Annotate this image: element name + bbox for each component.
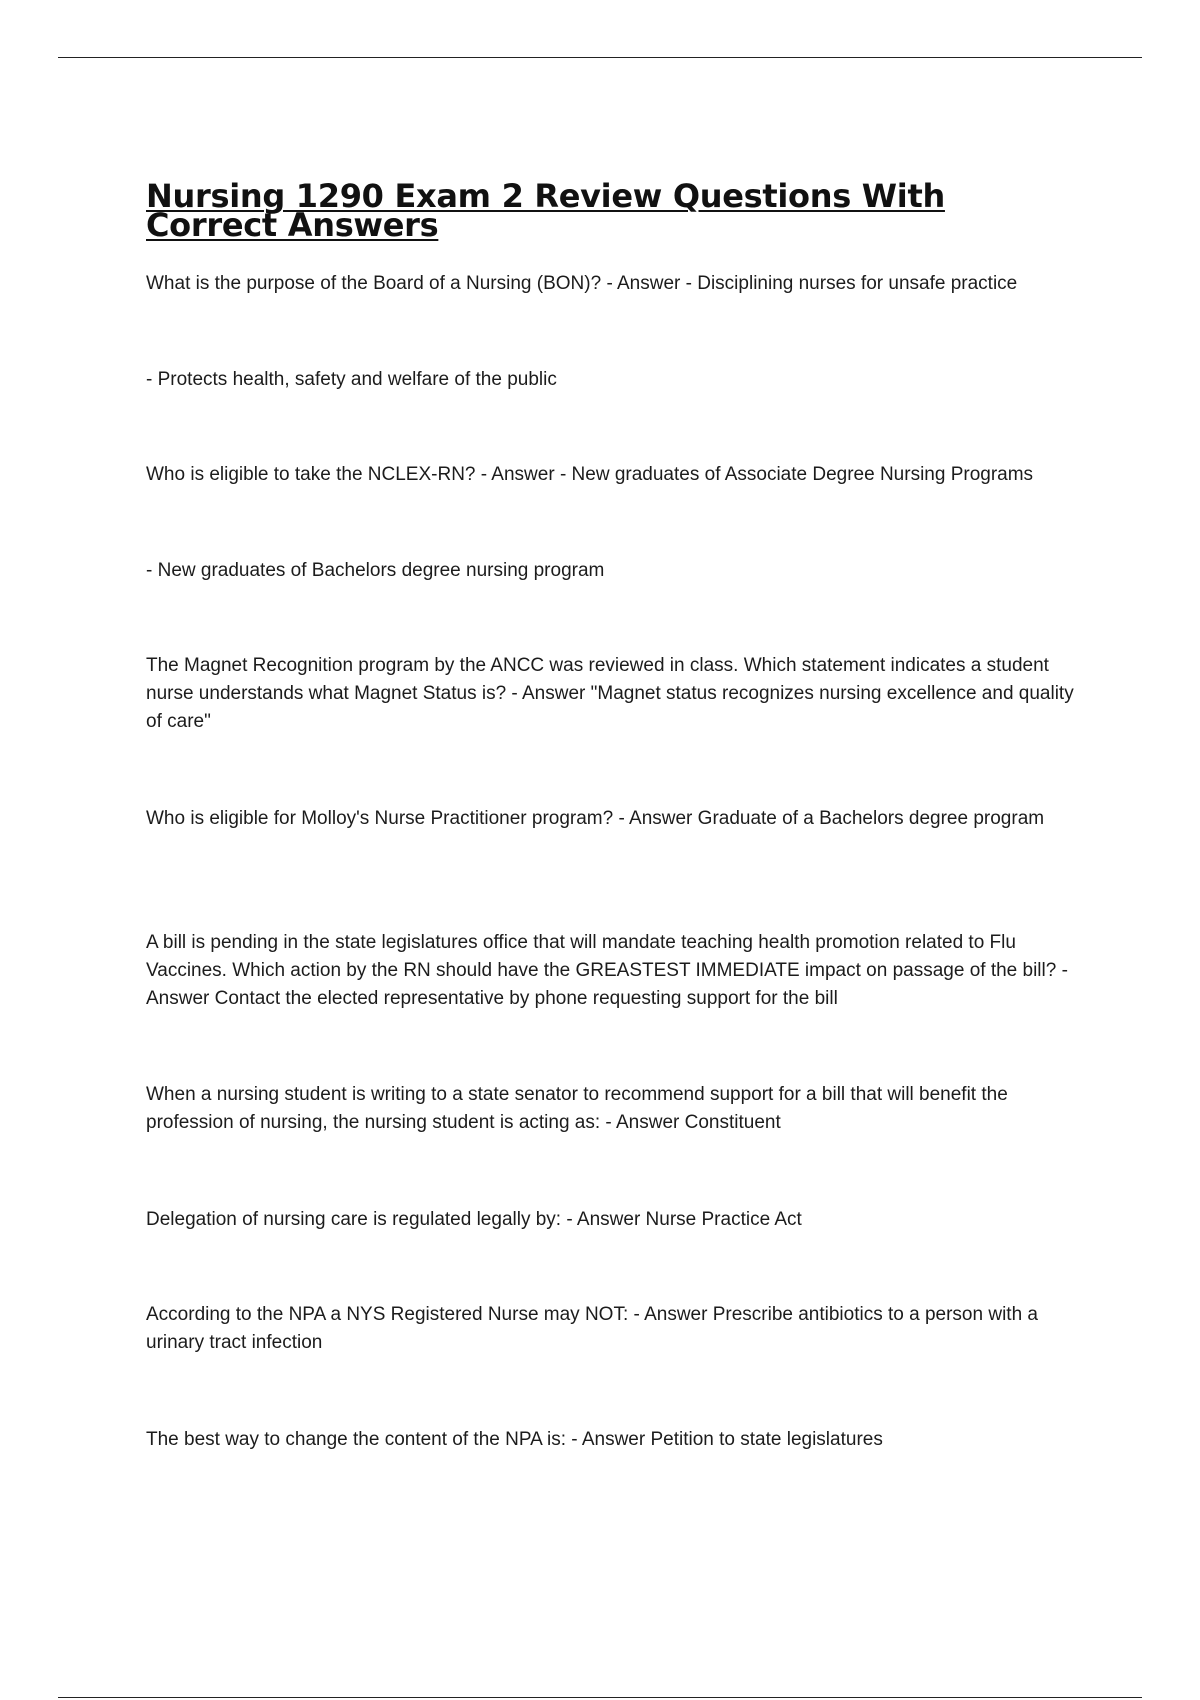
qa-paragraph-7: A bill is pending in the state legislatures office that will mandate teaching health promotion related to Flu Vaccines. Which action by the RN should have the GREASTEST IMMEDIATE impact on passage of the bill? - Answer Contact the elected representative by phone requesting support for the bill bbox=[146, 932, 1068, 1009]
bottom-rule bbox=[58, 1697, 1142, 1698]
document-title: Nursing 1290 Exam 2 Review Questions With Correct Answers bbox=[146, 177, 945, 244]
qa-paragraph-3: Who is eligible to take the NCLEX-RN? - Answer - New graduates of Associate Degree Nursing Programs bbox=[146, 464, 1034, 485]
qa-paragraph-9: Delegation of nursing care is regulated legally by: - Answer Nurse Practice Act bbox=[146, 1209, 802, 1230]
qa-paragraph-10: According to the NPA a NYS Registered Nurse may NOT: - Answer Prescribe antibiotics to a person with a urinary tract infection bbox=[146, 1304, 1038, 1353]
qa-paragraph-8: When a nursing student is writing to a state senator to recommend support for a bill that will benefit the profession of nursing, the nursing student is acting as: - Answer Constituent bbox=[146, 1084, 1008, 1133]
qa-paragraph-4: - New graduates of Bachelors degree nursing program bbox=[146, 560, 605, 581]
qa-paragraph-5: The Magnet Recognition program by the ANCC was reviewed in class. Which statement indicates a student nurse understands what Magnet Status is? - Answer "Magnet status recognizes nursing excellence and quality of care" bbox=[146, 655, 1074, 732]
qa-paragraph-1: What is the purpose of the Board of a Nursing (BON)? - Answer - Disciplining nurses for unsafe practice bbox=[146, 273, 1018, 294]
qa-paragraph-11: The best way to change the content of the NPA is: - Answer Petition to state legislatures bbox=[146, 1429, 883, 1450]
qa-paragraph-6: Who is eligible for Molloy's Nurse Practitioner program? - Answer Graduate of a Bachelors degree program bbox=[146, 808, 1045, 829]
top-rule bbox=[58, 57, 1142, 58]
qa-paragraph-2: - Protects health, safety and welfare of the public bbox=[146, 369, 557, 390]
